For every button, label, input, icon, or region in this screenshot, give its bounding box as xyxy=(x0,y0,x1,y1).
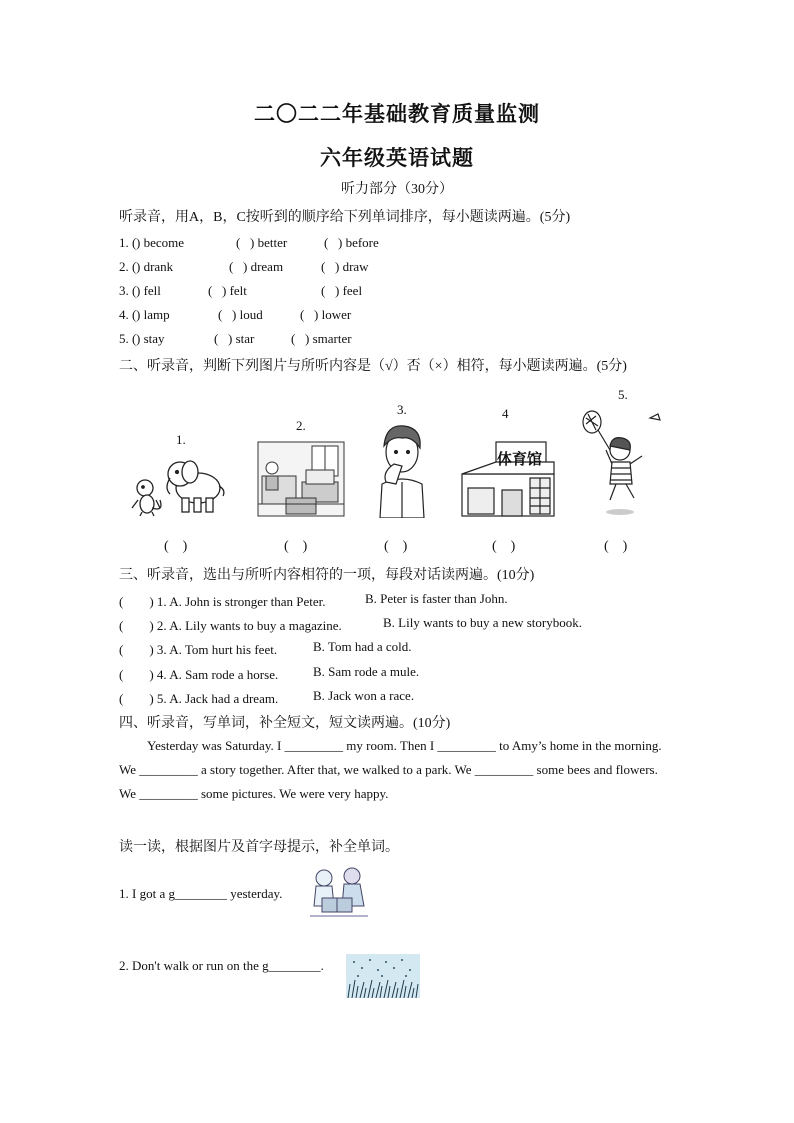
choice-question-4-option-a: ( ) 4. A. Sam rode a horse. xyxy=(119,667,279,682)
word-order-row-5-option-b-word: ) star xyxy=(228,331,255,346)
picture-number-2: 2. xyxy=(296,418,306,433)
word-order-row-4-option-b-paren: ( xyxy=(218,307,223,322)
cloze-paragraph: Yesterday was Saturday. I _________ my room. Then I _________ to Amy’s home in the morning. We _________ a story together. After that, we walked to a park. We _________ some bees and flowers. We _________ some pictures. We were very happy. xyxy=(119,738,662,801)
choice-question-5-option-a: ( ) 5. A. Jack had a dream. xyxy=(119,691,279,706)
word-order-row-4-option-b-word: ) loud xyxy=(232,307,263,322)
word-order-row-4-option-c-paren: ( xyxy=(300,307,305,322)
word-order-row-1-option-c-word: ) before xyxy=(338,235,379,250)
choice-question-2-option-a: ( ) 2. A. Lily wants to buy a magazine. xyxy=(119,618,342,633)
word-order-row-1-row-number-paren: 1. ( xyxy=(119,235,137,250)
section2-heading: 二、听录音，判断下列图片与所听内容是（√）否（×）相符，每小题读两遍。(5分) xyxy=(119,359,627,374)
choice-question-5-option-b: B. Jack won a race. xyxy=(313,688,415,703)
answer-paren-3[interactable]: ( ) xyxy=(384,539,408,554)
answer-paren-5[interactable]: ( ) xyxy=(604,539,628,554)
word-order-row-5-option-a-word: ) stay xyxy=(136,331,165,346)
word-order-row-4-option-a-word: ) lamp xyxy=(136,307,170,322)
word-order-row-5-row-number-paren: 5. ( xyxy=(119,331,137,346)
monkey-elephant-picture xyxy=(130,452,230,518)
word-order-row-1-option-b-paren: ( xyxy=(236,235,241,250)
word-order-row-2-option-b-word: ) dream xyxy=(243,259,284,274)
room-picture xyxy=(256,440,346,518)
choice-question-3-option-a: ( ) 3. A. Tom hurt his feet. xyxy=(119,642,278,657)
boy-coughing-picture xyxy=(372,422,432,518)
word-order-row-1-option-b-word: ) better xyxy=(250,235,288,250)
choice-question-1-option-a: ( ) 1. A. John is stronger than Peter. xyxy=(119,594,326,609)
reading-question-2: 2. Don't walk or run on the g________. xyxy=(119,958,324,973)
choice-question-1-option-b: B. Peter is faster than John. xyxy=(365,591,508,606)
word-order-row-3-option-c-word: ) feel xyxy=(335,283,363,298)
picture-number-5: 5. xyxy=(618,387,628,402)
section3-heading: 三、听录音，选出与所听内容相符的一项，每段对话读两遍。(10分) xyxy=(119,568,535,583)
grass-picture xyxy=(346,954,420,998)
section4-heading: 四、听录音，写单词，补全短文，短文读两遍。(10分) xyxy=(119,716,451,731)
word-order-row-3-option-b-paren: ( xyxy=(208,283,213,298)
answer-paren-2[interactable]: ( ) xyxy=(284,539,308,554)
answer-paren-4[interactable]: ( ) xyxy=(492,539,516,554)
word-order-row-4-option-c-word: ) lower xyxy=(314,307,352,322)
gym-sign-text: 体育馆 xyxy=(497,450,543,468)
word-order-row-5-option-c-paren: ( xyxy=(291,331,296,346)
picture-number-1: 1. xyxy=(176,432,186,447)
exam-title: 二〇二二年基础教育质量监测 xyxy=(254,102,540,126)
word-order-row-5-option-c-word: ) smarter xyxy=(305,331,352,346)
word-order-row-3-row-number-paren: 3. ( xyxy=(119,283,137,298)
word-order-row-1-option-c-paren: ( xyxy=(324,235,329,250)
picture-number-3: 3. xyxy=(397,402,407,417)
word-order-row-2-option-a-word: ) drank xyxy=(136,259,174,274)
word-order-row-2-option-c-word: ) draw xyxy=(335,259,369,274)
word-order-row-5-option-b-paren: ( xyxy=(214,331,219,346)
word-order-row-3-option-b-word: ) felt xyxy=(222,283,247,298)
gift-children-picture xyxy=(302,866,376,922)
word-order-row-3-option-c-paren: ( xyxy=(321,283,326,298)
reading-question-1: 1. I got a g________ yesterday. xyxy=(119,886,283,901)
choice-question-4-option-b: B. Sam rode a mule. xyxy=(313,664,420,679)
girl-badminton-picture xyxy=(580,408,670,518)
choice-question-2-option-b: B. Lily wants to buy a new storybook. xyxy=(383,615,582,630)
word-order-row-2-option-b-paren: ( xyxy=(229,259,234,274)
word-order-row-2-option-c-paren: ( xyxy=(321,259,326,274)
reading-heading: 读一读，根据图片及首字母提示，补全单词。 xyxy=(119,840,399,855)
word-order-row-4-row-number-paren: 4. ( xyxy=(119,307,137,322)
picture-number-4: 4 xyxy=(502,406,509,421)
answer-paren-1[interactable]: ( ) xyxy=(164,539,188,554)
word-order-row-3-option-a-word: ) fell xyxy=(136,283,161,298)
choice-question-3-option-b: B. Tom had a cold. xyxy=(313,639,412,654)
section1-heading: 听录音，用A，B，C按听到的顺序给下列单词排序，每小题读两遍。(5分) xyxy=(119,210,571,225)
exam-subtitle: 六年级英语试题 xyxy=(320,146,474,170)
listening-part-label: 听力部分（30分） xyxy=(341,182,453,197)
word-order-row-2-row-number-paren: 2. ( xyxy=(119,259,137,274)
word-order-row-1-option-a-word: ) become xyxy=(136,235,185,250)
